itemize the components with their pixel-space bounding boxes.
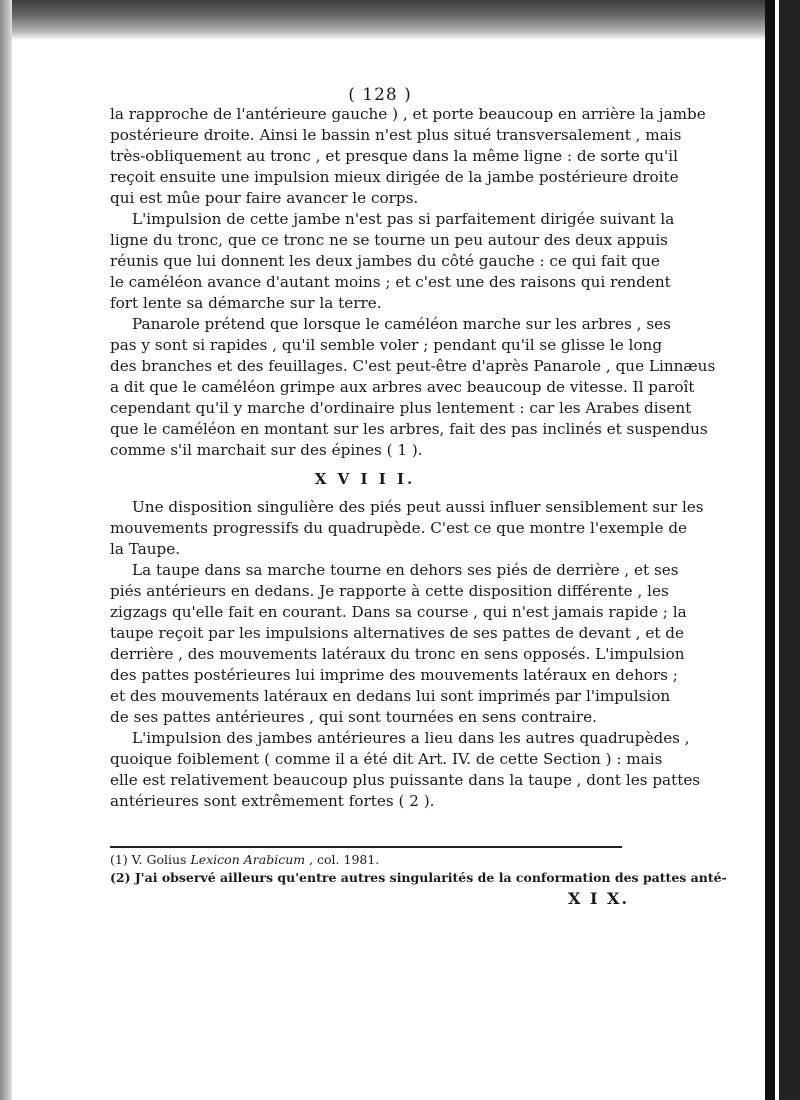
text-line: la Taupe. — [110, 540, 181, 558]
text-line: La taupe dans sa marche tourne en dehors ses piés de derrière , et ses — [132, 561, 679, 579]
text-line: réunis que lui donnent les deux jambes du côté gauche : ce qui fait que — [110, 252, 660, 270]
text-line: fort lente sa démarche sur la terre. — [110, 294, 382, 312]
text-line: des pattes postérieures lui imprime des mouvements latéraux en dehors ; — [110, 666, 678, 684]
text-line: derrière , des mouvements latéraux du tronc en sens opposés. L'impulsion — [110, 645, 685, 663]
text-line: zigzags qu'elle fait en courant. Dans sa course , qui n'est jamais rapide ; la — [110, 603, 687, 621]
text-line: qui est mûe pour faire avancer le corps. — [110, 189, 419, 207]
text-line: et des mouvements latéraux en dedans lui sont imprimés par l'impulsion — [110, 687, 671, 705]
text-line: très-obliquement au tronc , et presque dans la même ligne : de sorte qu'il — [110, 147, 678, 165]
text-line: cependant qu'il y marche d'ordinaire plus lentement : car les Arabes disent — [110, 399, 692, 417]
scan-left-edge — [0, 0, 12, 1100]
text-line: Panarole prétend que lorsque le caméléon marche sur les arbres , ses — [132, 315, 671, 333]
text-line: la rapproche de l'antérieure gauche ) , et porte beaucoup en arrière la jambe — [110, 105, 706, 123]
text-line: postérieure droite. Ainsi le bassin n'est plus situé transversalement , mais — [110, 126, 682, 144]
footnotes — [110, 851, 727, 887]
text-line: reçoit ensuite une impulsion mieux dirigée de la jambe postérieure droite — [110, 168, 679, 186]
text-line: L'impulsion des jambes antérieures a lieu dans les autres quadrupèdes , — [132, 729, 690, 747]
page-body — [110, 104, 716, 812]
text-line: mouvements progressifs du quadrupède. C'est ce que montre l'exemple de — [110, 519, 688, 537]
text-line: Une disposition singulière des piés peut aussi influer sensiblement sur les — [132, 498, 704, 516]
scan-right-binding — [765, 0, 800, 1100]
catchword: X I X. — [568, 889, 630, 908]
footnote-rule — [110, 846, 622, 848]
scan-top-shadow — [0, 0, 800, 40]
footnote-1-marker: (1) V. Golius — [110, 852, 187, 867]
text-line: L'impulsion de cette jambe n'est pas si parfaitement dirigée suivant la — [132, 210, 675, 228]
section-heading: X V I I I. — [314, 470, 416, 488]
text-line: taupe reçoit par les impulsions alternatives de ses pattes de devant , et de — [110, 624, 684, 642]
footnote-1-title: Lexicon Arabicum — [190, 852, 306, 867]
text-line: que le caméléon en montant sur les arbres, fait des pas inclinés et suspendus — [110, 420, 708, 438]
text-line: antérieures sont extrêmement fortes ( 2 ). — [110, 792, 435, 810]
text-line: a dit que le caméléon grimpe aux arbres avec beaucoup de vitesse. Il paroît — [110, 378, 695, 396]
text-line: ligne du tronc, que ce tronc ne se tourne un peu autour des deux appuis — [110, 231, 668, 249]
text-line: quoique foiblement ( comme il a été dit Art. IV. de cette Section ) : mais — [110, 750, 663, 768]
text-line: de ses pattes antérieures , qui sont tournées en sens contraire. — [110, 708, 597, 726]
footnote-1-rest: , col. 1981. — [309, 852, 380, 867]
footnote-1 — [110, 851, 630, 869]
text-line: elle est relativement beaucoup plus puissante dans la taupe , dont les pattes — [110, 771, 701, 789]
text-line: comme s'il marchait sur des épines ( 1 ). — [110, 441, 423, 459]
text-line: le caméléon avance d'autant moins ; et c'est une des raisons qui rendent — [110, 273, 671, 291]
footnote-2: (2) J'ai observé ailleurs qu'entre autres singularités de la conformation des pattes anté- — [110, 870, 727, 885]
page-number: ( 128 ) — [348, 85, 412, 105]
text-line: pas y sont si rapides , qu'il semble voler ; pendant qu'il se glisse le long — [110, 336, 663, 354]
text-line: piés antérieurs en dedans. Je rapporte à cette disposition différente , les — [110, 582, 669, 600]
text-line: des branches et des feuillages. C'est peut-être d'après Panarole , que Linnæus — [110, 357, 716, 375]
